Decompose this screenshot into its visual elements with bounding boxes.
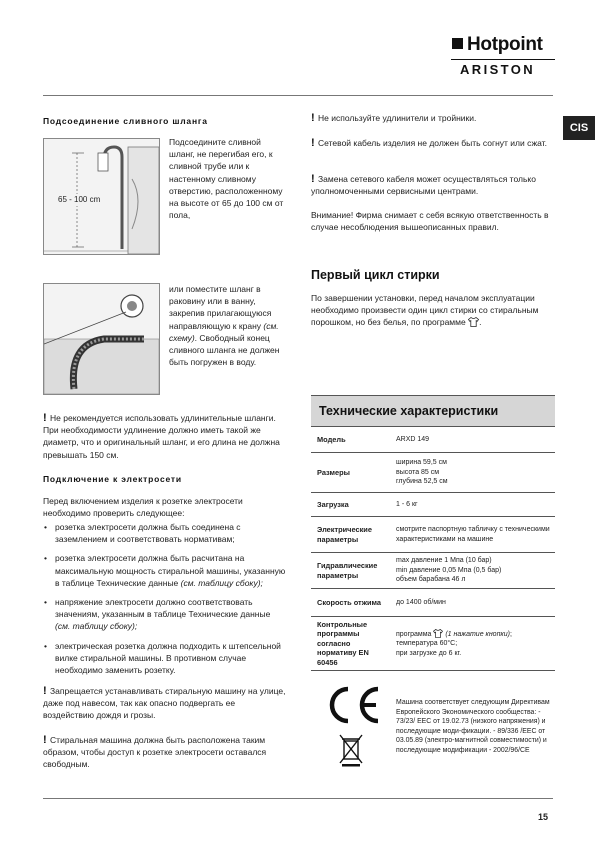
list-item: [43, 596, 287, 633]
drain-text-2a: или поместите шланг в раковину или в ванну, закрепив прилагающуюся направляющую к крану: [169, 284, 272, 331]
sink-figure: [43, 283, 160, 395]
warning-extensions-text: Не используйте удлинители и тройники.: [318, 113, 477, 123]
depth-value: глубина 52,5 см: [396, 478, 448, 486]
wee-bin-icon: [340, 735, 362, 767]
table-row: [311, 493, 555, 517]
tech-specs-grid: [311, 426, 555, 783]
tech-specs-table: [311, 395, 555, 783]
attention-note: Внимание! Фирма снимает с себя всякую ответственность в случае несоблюдения вышеописанных правил.: [311, 210, 549, 233]
load-label: Загрузка: [311, 493, 392, 517]
load-note: при загрузке до 6 кг.: [396, 649, 462, 657]
electrical-value: смотрите паспортную табличку с техническими характеристиками на машине: [392, 517, 555, 553]
section-tab: CIS: [563, 116, 595, 140]
spin-label: Скорость отжима: [311, 589, 392, 617]
tech-specs-heading: Технические характеристики: [311, 395, 555, 426]
min-pressure: min давление 0,05 Mпа (0,5 бар): [396, 566, 502, 574]
warning-icon: !: [43, 412, 47, 424]
ce-compliance-text: Машина соответствует следующим Директивам Европейского Экономического сообщества: - 73/23/ EEC от 19.02.73 (низкого напряжения) и последующие моди-фикации. - 89/336 /EEC от 03.05.89 (электро-магнитной совместимости) и последующие модификации - 2002/96/CE: [392, 671, 555, 783]
control-program-line: [396, 629, 552, 639]
warning-cable-text: Сетевой кабель изделия не должен быть согнут или сжат.: [318, 138, 547, 148]
outdoor-warning: [43, 685, 287, 722]
cotton-program-icon: [468, 317, 482, 328]
warning-replacement: [311, 173, 555, 197]
cotton-program-icon: [433, 629, 443, 638]
warning-icon: !: [311, 137, 315, 149]
bullet-text: электрическая розетка должна подходить к штепсельной вилке стиральной машины. В противном случае необходимо заменить розетку.: [55, 640, 281, 676]
table-row: [311, 671, 555, 783]
ce-mark-icon: [320, 683, 384, 767]
access-warning: [43, 734, 287, 771]
bullet-note: (см. таблицу сбоку);: [180, 577, 263, 588]
list-item: [43, 521, 287, 545]
table-row: [311, 517, 555, 553]
top-rule: [43, 95, 553, 96]
one-press-note: (1 нажатие кнопки): [445, 630, 510, 638]
control-program-end: ;: [509, 630, 512, 638]
height-value: высота 85 см: [396, 468, 440, 476]
height-label: 65 - 100 cm: [58, 194, 100, 206]
bullet-note: (см. таблицу сбоку);: [55, 621, 138, 632]
control-programs-value: [392, 617, 555, 671]
bullet-text: напряжение электросети должно соответствовать значениям, указанным в таблице Технические данные: [55, 597, 271, 620]
warning-icon: !: [43, 734, 47, 746]
load-value: 1 - 6 кг: [392, 493, 555, 517]
warning-extensions: [311, 112, 555, 124]
brand-name: Hotpoint: [467, 34, 543, 55]
warning-icon: !: [311, 112, 315, 124]
list-item: [43, 552, 287, 589]
hydraulic-label: Гидравлические параметры: [311, 553, 392, 589]
temperature-value: температура 60°С;: [396, 640, 458, 648]
drain-text-2b: . Свободный конец сливного шланга не должен быть погружен в воду.: [169, 332, 280, 368]
program-word: программа: [396, 630, 432, 638]
drain-text-2: [169, 283, 287, 368]
dimensions-label: Размеры: [311, 453, 392, 493]
drain-heading: Подсоединение сливного шланга: [43, 116, 208, 126]
outdoor-warning-text: Запрещается устанавливать стиральную машину на улице, даже под навесом, так как опасно подвергать ее воздействию дождя и грозы.: [43, 686, 286, 721]
brand-logo: [452, 34, 543, 56]
bullet-text: розетка электросети должна быть расчитана на максимальную мощность стиральной машины, указанную в таблице Технические данные: [55, 553, 286, 588]
width-value: ширина 59,5 см: [396, 459, 447, 467]
bottom-rule: [43, 798, 553, 799]
logo-mark-icon: [452, 38, 463, 49]
first-cycle-text: [311, 292, 555, 329]
spin-value: до 1400 об/мин: [392, 589, 555, 617]
logo-divider: [451, 59, 555, 60]
electrical-intro: Перед включением изделия к розетке электросети необходимо проверить следующее:: [43, 496, 243, 519]
control-programs-label: Контрольные программы согласно нормативу EN 60456: [311, 617, 392, 671]
list-item: [43, 640, 287, 677]
drum-volume: объем барабана 46 л: [396, 576, 466, 584]
warning-cable: [311, 137, 555, 149]
model-value: ARXD 149: [392, 427, 555, 453]
first-cycle-end: .: [479, 317, 482, 328]
table-row: [311, 453, 555, 493]
electrical-checklist: [43, 521, 287, 683]
first-cycle-body: По завершении установки, перед началом эксплуатации необходимо произвести один цикл стирки со стиральным порошком, но без белья, по программе: [311, 293, 539, 328]
extension-warning-text: Не рекомендуется использовать удлинительные шланги. При необходимости удлинение должно иметь такой же диаметр, что и оригинальный шланг, и его длина не должна превышать 150 см.: [43, 413, 280, 460]
warning-icon: !: [311, 173, 315, 185]
brand-sub: ARISTON: [460, 62, 536, 77]
warning-icon: !: [43, 685, 47, 697]
sink-hose-illustration: [44, 284, 159, 394]
drain-pipe-figure: [43, 138, 160, 255]
electrical-heading: Подключение к электросети: [43, 474, 182, 484]
extension-warning: [43, 412, 287, 461]
table-row: [311, 553, 555, 589]
hydraulic-value: [392, 553, 555, 589]
ce-cell: [311, 671, 392, 783]
electrical-label: Электрические параметры: [311, 517, 392, 553]
first-cycle-heading: Первый цикл стирки: [311, 268, 440, 282]
page-number: 15: [538, 812, 549, 822]
max-pressure: max давление 1 Mпа (10 бар): [396, 557, 492, 565]
access-warning-text: Стиральная машина должна быть расположена таким образом, чтобы доступ к розетке электросети оставался свободным.: [43, 735, 267, 770]
table-row: [311, 427, 555, 453]
dimensions-value: [392, 453, 555, 493]
see-scheme-note: (см. схему): [169, 320, 279, 343]
drain-text-1: Подсоедините сливной шланг, не перегибая его, к сливной трубе или к настенному сливному отверстию, расположенному на высоте от 65 до 100 см от пола,: [169, 137, 284, 221]
bullet-text: розетка электросети должна быть соединена с заземлением и соответствовать нормативам;: [55, 522, 241, 545]
warning-replacement-text: Замена сетевого кабеля может осуществляться только уполномоченными сервисными центрами.: [311, 174, 536, 197]
table-row: [311, 617, 555, 671]
model-label: Модель: [311, 427, 392, 453]
table-row: [311, 589, 555, 617]
